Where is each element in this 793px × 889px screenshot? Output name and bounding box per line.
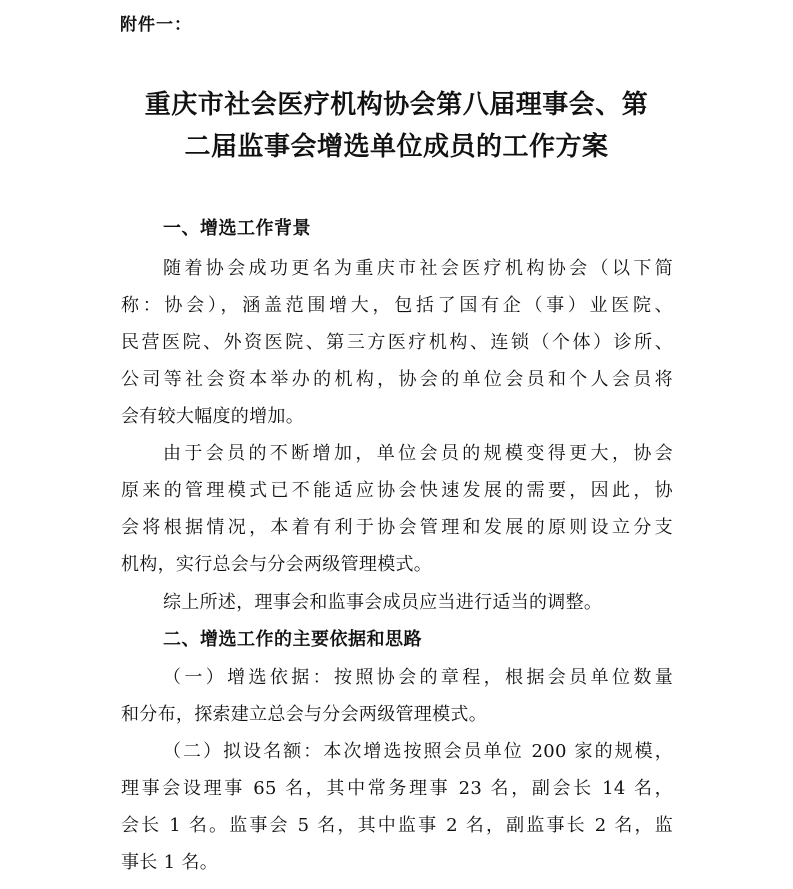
paragraph-line: 会有较大幅度的增加。 [121, 406, 304, 427]
paragraph-line: （二）拟设名额：本次增选按照会员单位 200 家的规模， [163, 741, 673, 762]
paragraph-line: 随着协会成功更名为重庆市社会医疗机构协会（以下简 [163, 258, 673, 279]
paragraph-line: 综上所述，理事会和监事会成员应当进行适当的调整。 [163, 592, 603, 613]
section-1-heading: 一、增选工作背景 [163, 218, 311, 239]
paragraph-line: 会长 1 名。监事会 5 名，其中监事 2 名，副监事长 2 名，监 [121, 815, 673, 836]
paragraph-line: 和分布，探索建立总会与分会两级管理模式。 [121, 704, 487, 725]
paragraph-line: 会将根据情况，本着有利于协会管理和发展的原则设立分支 [121, 517, 673, 538]
document-title-line-1: 重庆市社会医疗机构协会第八届理事会、第 [144, 90, 649, 120]
attachment-label: 附件一： [120, 15, 192, 35]
paragraph-line: 称：协会），涵盖范围增大，包括了国有企（事）业医院、 [121, 295, 673, 316]
paragraph-line: （一）增选依据：按照协会的章程，根据会员单位数量 [163, 667, 673, 688]
paragraph-line: 事长 1 名。 [121, 852, 218, 873]
document-title-line-2: 二届监事会增选单位成员的工作方案 [184, 132, 609, 162]
paragraph-line: 机构，实行总会与分会两级管理模式。 [121, 554, 433, 575]
paragraph-line: 民营医院、外资医院、第三方医疗机构、连锁（个体）诊所、 [121, 332, 673, 353]
paragraph-line: 公司等社会资本举办的机构，协会的单位会员和个人会员将 [121, 369, 673, 390]
paragraph-line: 由于会员的不断增加，单位会员的规模变得更大，协会 [163, 443, 673, 464]
paragraph-line: 原来的管理模式已不能适应协会快速发展的需要，因此，协 [121, 480, 673, 501]
section-2-heading: 二、增选工作的主要依据和思路 [163, 629, 422, 650]
paragraph-line: 理事会设理事 65 名，其中常务理事 23 名，副会长 14 名， [121, 778, 673, 799]
